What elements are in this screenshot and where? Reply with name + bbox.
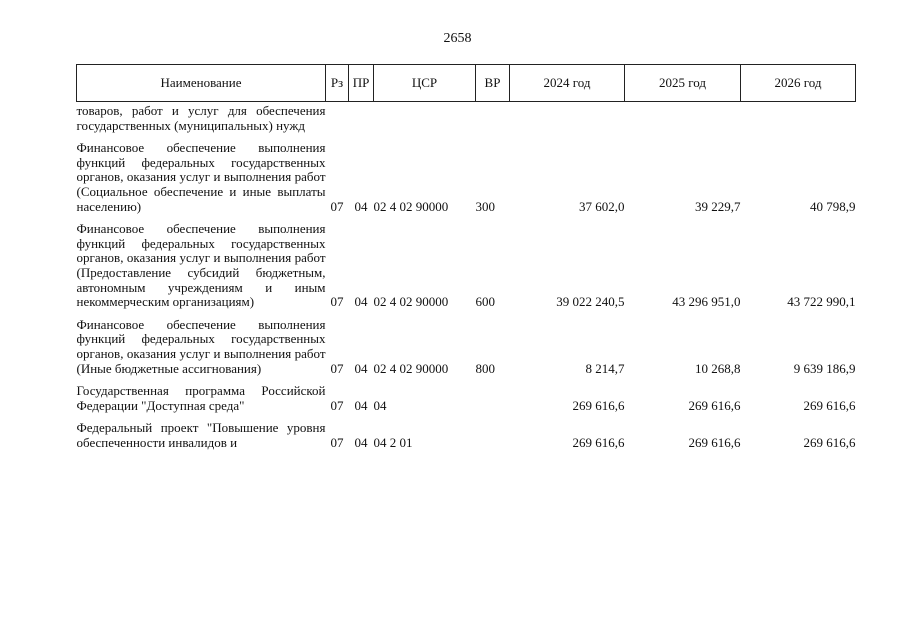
header-2025: 2025 год	[625, 65, 741, 102]
row-2025: 10 268,8	[695, 360, 741, 376]
row-2025	[625, 102, 741, 134]
row-csr	[374, 102, 476, 134]
row-csr: 02 4 02 90000	[373, 198, 449, 214]
row-pr	[349, 102, 374, 134]
row-2024: 39 022 240,5	[556, 294, 625, 310]
table-row	[77, 133, 856, 214]
row-vr	[476, 102, 510, 134]
row-2024: 269 616,6	[572, 397, 625, 413]
page-number: 2658	[443, 31, 472, 46]
row-csr: 02 4 02 90000	[373, 360, 449, 376]
row-2024: 37 602,0	[579, 198, 625, 214]
header-vr: ВР	[476, 65, 510, 102]
row-2025: 39 229,7	[695, 198, 741, 214]
row-2026: 40 798,9	[810, 198, 856, 214]
table-row	[77, 310, 856, 376]
row-pr: 04	[354, 198, 368, 214]
row-csr: 04 2 01	[373, 434, 413, 450]
header-name: Наименование	[77, 65, 326, 102]
table-row	[77, 413, 856, 450]
header-rz: Рз	[326, 65, 349, 102]
row-vr: 600	[475, 294, 495, 310]
row-name: Финансовое обеспечение выполнения функций федеральных государственных органов, оказания услуг и выполнения работ (Иные бюджетные ассигнования)	[76, 316, 326, 376]
header-pr: ПР	[349, 65, 374, 102]
row-2024	[510, 102, 625, 134]
table-row	[77, 376, 856, 413]
table-row	[77, 102, 856, 134]
header-2026: 2026 год	[741, 65, 856, 102]
row-name: Финансовое обеспечение выполнения функций федеральных государственных органов, оказания услуг и выполнения работ (Предоставление субсидий бюджетным, автономным учреждениям и иным некоммерческим организациям)	[76, 221, 326, 310]
row-2024: 8 214,7	[585, 360, 625, 376]
row-pr: 04	[354, 397, 368, 413]
row-2026: 9 639 186,9	[793, 360, 856, 376]
row-2025: 269 616,6	[688, 397, 741, 413]
row-rz: 07	[330, 294, 344, 310]
row-vr	[476, 376, 510, 413]
row-2026: 43 722 990,1	[787, 294, 856, 310]
row-2026	[741, 102, 856, 134]
row-name: Федеральный проект "Повышение уровня обеспеченности инвалидов и	[76, 420, 326, 450]
row-name: товаров, работ и услуг для обеспечения государственных (муниципальных) нужд	[76, 103, 326, 133]
row-pr: 04	[354, 360, 368, 376]
row-2026: 269 616,6	[803, 434, 856, 450]
header-2024: 2024 год	[510, 65, 625, 102]
table-row	[77, 214, 856, 310]
row-name: Финансовое обеспечение выполнения функций федеральных государственных органов, оказания услуг и выполнения работ (Социальное обеспечение и иные выплаты населению)	[76, 140, 326, 214]
row-rz: 07	[330, 397, 344, 413]
row-rz: 07	[330, 360, 344, 376]
row-rz: 07	[330, 434, 344, 450]
row-vr: 300	[475, 198, 495, 214]
row-2025: 43 296 951,0	[672, 294, 741, 310]
row-rz	[326, 102, 349, 134]
row-name: Государственная программа Российской Федерации "Доступная среда"	[76, 383, 326, 413]
row-2025: 269 616,6	[688, 434, 741, 450]
row-pr: 04	[354, 294, 368, 310]
row-csr: 02 4 02 90000	[373, 294, 449, 310]
row-2026: 269 616,6	[803, 397, 856, 413]
table-header-row	[77, 65, 856, 102]
row-rz: 07	[330, 198, 344, 214]
budget-table	[76, 64, 856, 450]
row-csr: 04	[373, 397, 387, 413]
row-pr: 04	[354, 434, 368, 450]
row-2024: 269 616,6	[572, 434, 625, 450]
row-vr	[476, 413, 510, 450]
row-vr: 800	[475, 360, 495, 376]
header-csr: ЦСР	[374, 65, 476, 102]
